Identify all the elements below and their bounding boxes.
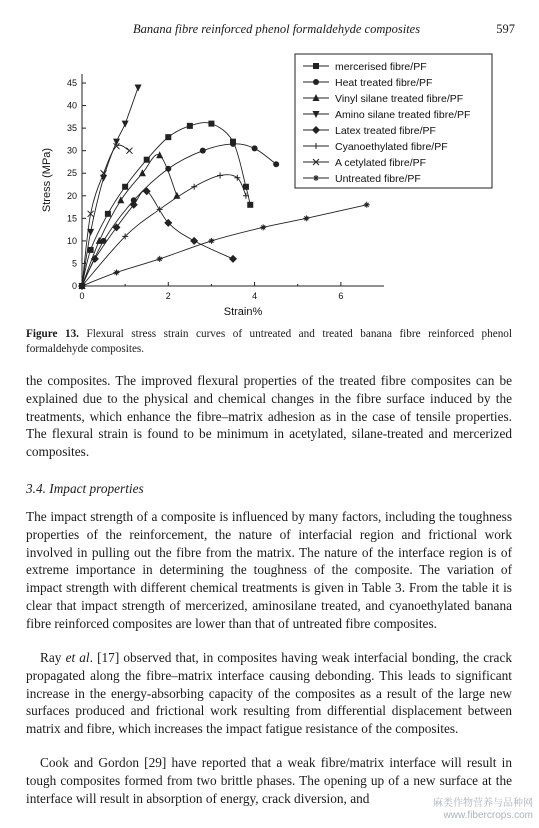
series-2-point (252, 145, 258, 151)
paragraph-ray-text: . [17] observed that, in composites having weak interfacial bonding, the crack propagated along the fibre–matrix interface causing debonding. This leads to significant increase in the energy-absorbing capacity of the composites as a result of the large new surfaces produced and frictional work resulting from differential displacement between matrix and fibre, which increases the impact fatigue resistance of the composites. (26, 650, 513, 737)
y-tick-label: 40 (66, 100, 77, 111)
series-6-point (217, 172, 223, 178)
legend-label-1: mercerised fibre/PF (335, 61, 427, 73)
citation-author: Ray (40, 650, 62, 665)
series-1-point (165, 134, 171, 140)
series-line-4 (82, 88, 138, 286)
y-tick-label: 15 (66, 213, 77, 224)
figure-caption-text: Flexural stress strain curves of untreated and treated banana fibre reinforced phenol formaldehyde composites. (26, 328, 512, 355)
series-8-point (157, 256, 163, 262)
series-1-point (144, 157, 150, 163)
paragraph-impact-strength: The impact strength of a composite is influenced by many factors, including the toughness properties of the reinforcement, the nature of interfacial region and frictional work involved in pulling out the fibre from the matrix. The nature of the interface region is of extreme importance in determining the toughness of the composite. The variation of impact strength with different chemical treatments is given in Table 3. From the table it is clear that impact strength of mercerized, aminosilane treated, and cyanoethylated banana fibre reinforced composites are lower than that of untreated fibre composites. (26, 509, 512, 631)
citation-et-al: et al (65, 650, 90, 665)
x-tick-label: 2 (165, 291, 171, 301)
series-1-point (122, 184, 128, 190)
y-tick-label: 5 (71, 258, 77, 269)
series-line-8 (82, 205, 367, 286)
y-axis-label: Stress (MPa) (41, 147, 53, 213)
site-watermark (433, 798, 533, 822)
paragraph-flexural-conclusion: the composites. The improved flexural properties of the treated fibre composites can be explained due to the physical and chemical changes in the fibre surface induced by the treatments, which enhance the fibre–matrix adhesion as in the case of tensile properties. The flexural strain is found to be minimum in acetylated, silane-treated and mercerized composites. (26, 373, 512, 460)
legend-label-8: Untreated fibre/PF (335, 173, 421, 185)
series-1-point (208, 121, 214, 127)
series-4-point (135, 85, 142, 92)
watermark-line-2: www.fibercrops.com (443, 810, 533, 821)
series-2-point (230, 141, 236, 147)
x-tick-label: 0 (79, 291, 85, 301)
series-7-point (126, 148, 132, 154)
series-5-point (113, 223, 121, 231)
legend-label-2: Heat treated fibre/PF (335, 77, 433, 89)
legend-label-3: Vinyl silane treated fibre/PF (335, 93, 464, 105)
paragraph-ray-et-al (26, 649, 512, 738)
legend-marker-1 (313, 63, 319, 69)
y-tick-label: 35 (66, 123, 77, 134)
section-heading-impact: 3.4. Impact properties (26, 481, 144, 496)
y-tick-label: 30 (66, 145, 77, 156)
legend-label-7: A cetylated fibre/PF (335, 157, 427, 169)
series-5-point (229, 255, 237, 263)
legend-label-5: Latex treated fibre/PF (335, 125, 436, 137)
running-head (0, 22, 539, 42)
x-axis-label: Strain% (223, 306, 263, 318)
series-8-point (114, 269, 120, 275)
series-2-point (273, 161, 279, 167)
series-line-6 (82, 175, 246, 286)
series-4-point (113, 139, 120, 146)
paragraph-cook-gordon: Cook and Gordon [29] have reported that a weak fibre/matrix interface will result in tough composites formed from two brittle phases. The opening up of a new surface at the interface will result in absorption of energy, crack diversion, and (26, 755, 512, 806)
legend-label-4: Amino silane treated fibre/PF (335, 109, 471, 121)
y-tick-label: 45 (66, 78, 77, 89)
watermark-line-1: 麻类作物营养与品种网 (433, 798, 533, 809)
series-1-point (247, 202, 253, 208)
series-4-point (122, 121, 129, 128)
series-6-point (191, 184, 197, 190)
y-tick-label: 0 (71, 281, 77, 291)
series-1-point (105, 211, 111, 217)
series-8-point (260, 224, 266, 230)
series-8-point (303, 215, 309, 221)
page-number: 597 (496, 22, 515, 36)
series-8-point (208, 238, 214, 244)
x-tick-label: 6 (338, 291, 344, 301)
y-tick-label: 25 (66, 168, 77, 179)
series-5-point (91, 255, 99, 263)
x-tick-label: 4 (252, 291, 258, 301)
figure-label: Figure 13. (26, 328, 79, 340)
series-line-2 (82, 144, 276, 286)
legend-marker-2 (313, 79, 319, 85)
series-5-point (190, 237, 198, 245)
legend-label-6: Cyanoethylated fibre/PF (335, 141, 448, 153)
figure-caption (26, 327, 512, 357)
series-1-point (88, 247, 94, 253)
series-line-3 (82, 155, 177, 286)
y-tick-label: 10 (66, 235, 77, 246)
series-8-point (364, 202, 370, 208)
running-title: Banana fibre reinforced phenol formaldehyde composites (133, 22, 421, 36)
y-tick-label: 20 (66, 190, 77, 201)
flexural-stress-strain-chart (0, 50, 539, 320)
series-2-point (200, 148, 206, 154)
series-1-point (187, 123, 193, 129)
